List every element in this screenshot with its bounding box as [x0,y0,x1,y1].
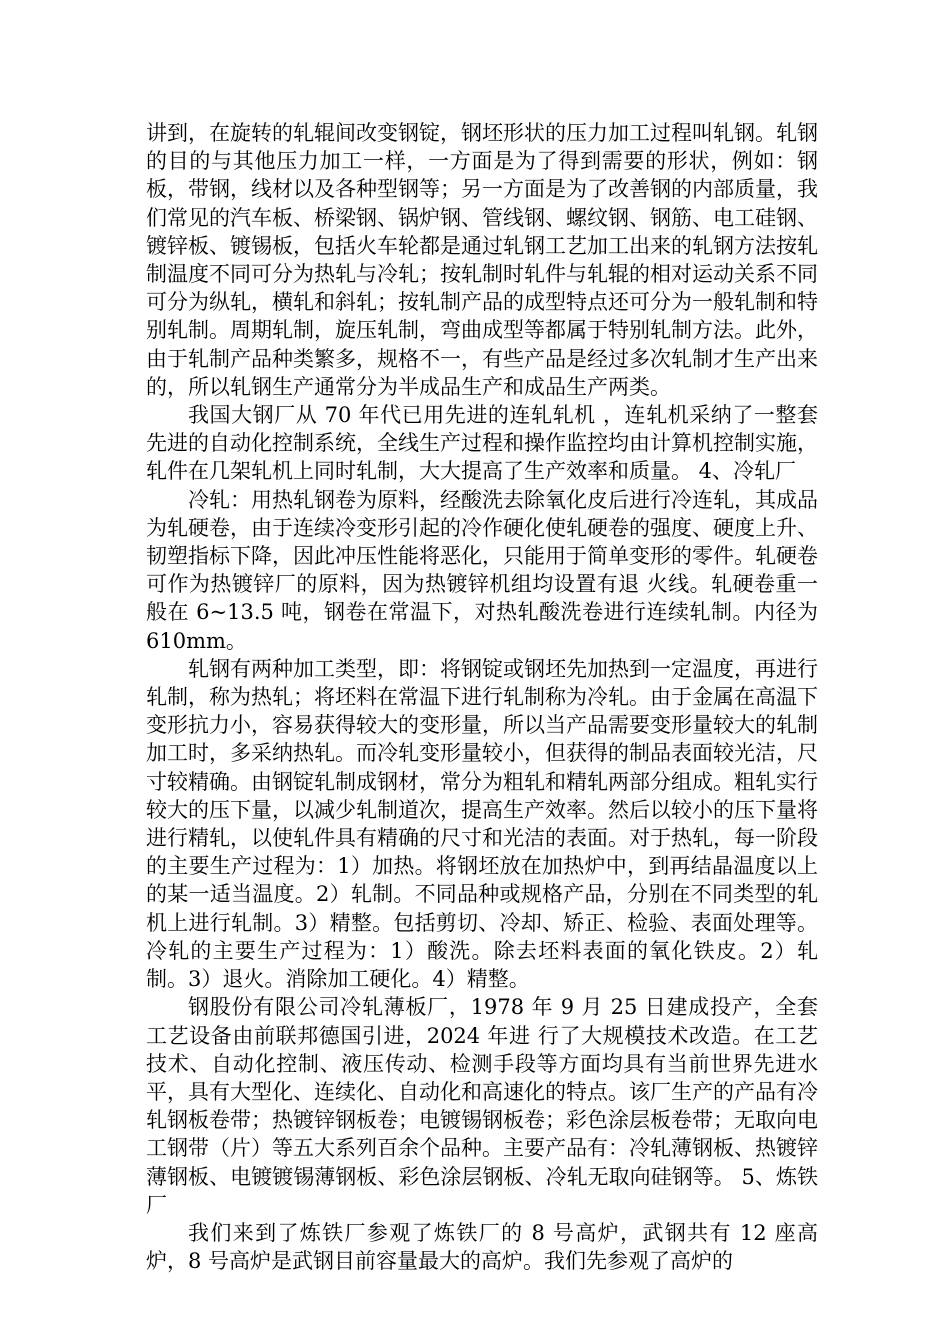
paragraph-cold-rolling: 冷轧：用热轧钢卷为原料，经酸洗去除氧化皮后进行冷连轧，其成品为轧硬卷，由于连续冷变形引起的冷作硬化使轧硬卷的强度、硬度上升、韧塑指标下降，因此冲压性能将恶化，只能用于简单变形的零件。轧硬卷可作为热镀锌厂的原料，因为热镀锌机组均设置有退 火线。轧硬卷重一般在 6~13.5 吨，钢卷在常温下，对热轧酸洗卷进行连续轧制。内径为 610mm。 [146,487,818,653]
paragraph-ironmaking-plant: 我们来到了炼铁厂参观了炼铁厂的 8 号高炉，武钢共有 12 座高炉，8 号高炉是武钢目前容量最大的高炉。我们先参观了高炉的 [146,1220,818,1274]
paragraph-continuous-rolling: 我国大钢厂从 70 年代已用先进的连轧轧机 ，连轧机采纳了一整套先进的自动化控制系统，全线生产过程和操作监控均由计算机控制实施，轧件在几架轧机上同时轧制，大大提高了生产效率和质量。 4、冷轧厂 [146,403,818,484]
document-body [146,119,818,1275]
paragraph-rolling-types: 轧钢有两种加工类型，即：将钢锭或钢坯先加热到一定温度，再进行轧制，称为热轧；将坯料在常温下进行轧制称为冷轧。由于金属在高温下变形抗力小，容易获得较大的变形量，所以当产品需要变形量较大的轧制加工时，多采纳热轧。而冷轧变形量较小，但获得的制品表面较光洁，尺寸较精确。由钢锭轧制成钢材，常分为粗轧和精轧两部分组成。粗轧实行较大的压下量，以减少轧制道次，提高生产效率。然后以较小的压下量将进行精轧，以使轧件具有精确的尺寸和光洁的表面。对于热轧，每一阶段的主要生产过程为：1）加热。将钢坯放在加热炉中，到再结晶温度以上的某一适当温度。2）轧制。不同品种或规格产品，分别在不同类型的轧机上进行轧制。3）精整。包括剪切、冷却、矫正、检验、表面处理等。冷轧的主要生产过程为：1）酸洗。除去坯料表面的氧化铁皮。2）轧制。3）退火。消除加工硬化。4）精整。 [146,656,818,992]
paragraph-rolling-overview: 讲到，在旋转的轧辊间改变钢锭，钢坯形状的压力加工过程叫轧钢。轧钢的目的与其他压力加工一样，一方面是为了得到需要的形状，例如：钢板，带钢，线材以及各种型钢等；另一方面是为了改善钢的内部质量，我们常见的汽车板、桥梁钢、锅炉钢、管线钢、螺纹钢、钢筋、电工硅钢、镀锌板、镀锡板，包括火车轮都是通过轧钢工艺加工出来的轧钢方法按轧制温度不同可分为热轧与冷轧；按轧制时轧件与轧辊的相对运动关系不同可分为纵轧，横轧和斜轧；按轧制产品的成型特点还可分为一般轧制和特别轧制。周期轧制，旋压轧制，弯曲成型等都属于特别轧制方法。此外，由于轧制产品种类繁多，规格不一，有些产品是经过多次轧制才生产出来的，所以轧钢生产通常分为半成品生产和成品生产两类。 [146,121,818,399]
paragraph-cold-rolling-plant: 钢股份有限公司冷轧薄板厂，1978 年 9 月 25 日建成投产，全套工艺设备由前联邦德国引进，2024 年进 行了大规模技术改造。在工艺技术、自动化控制、液压传动、检测手段等方面均具有当前世界先进水平，具有大型化、连续化、自动化和高速化的特点。该厂生产的产品有冷轧钢板卷带；热镀锌钢板卷；电镀锡钢板卷；彩色涂层板卷带；无取向电工钢带（片）等五大系列百余个品种。主要产品有：冷轧薄钢板、热镀锌薄钢板、电镀镀锡薄钢板、彩色涂层钢板、冷轧无取向硅钢等。 5、炼铁厂 [146,995,818,1217]
